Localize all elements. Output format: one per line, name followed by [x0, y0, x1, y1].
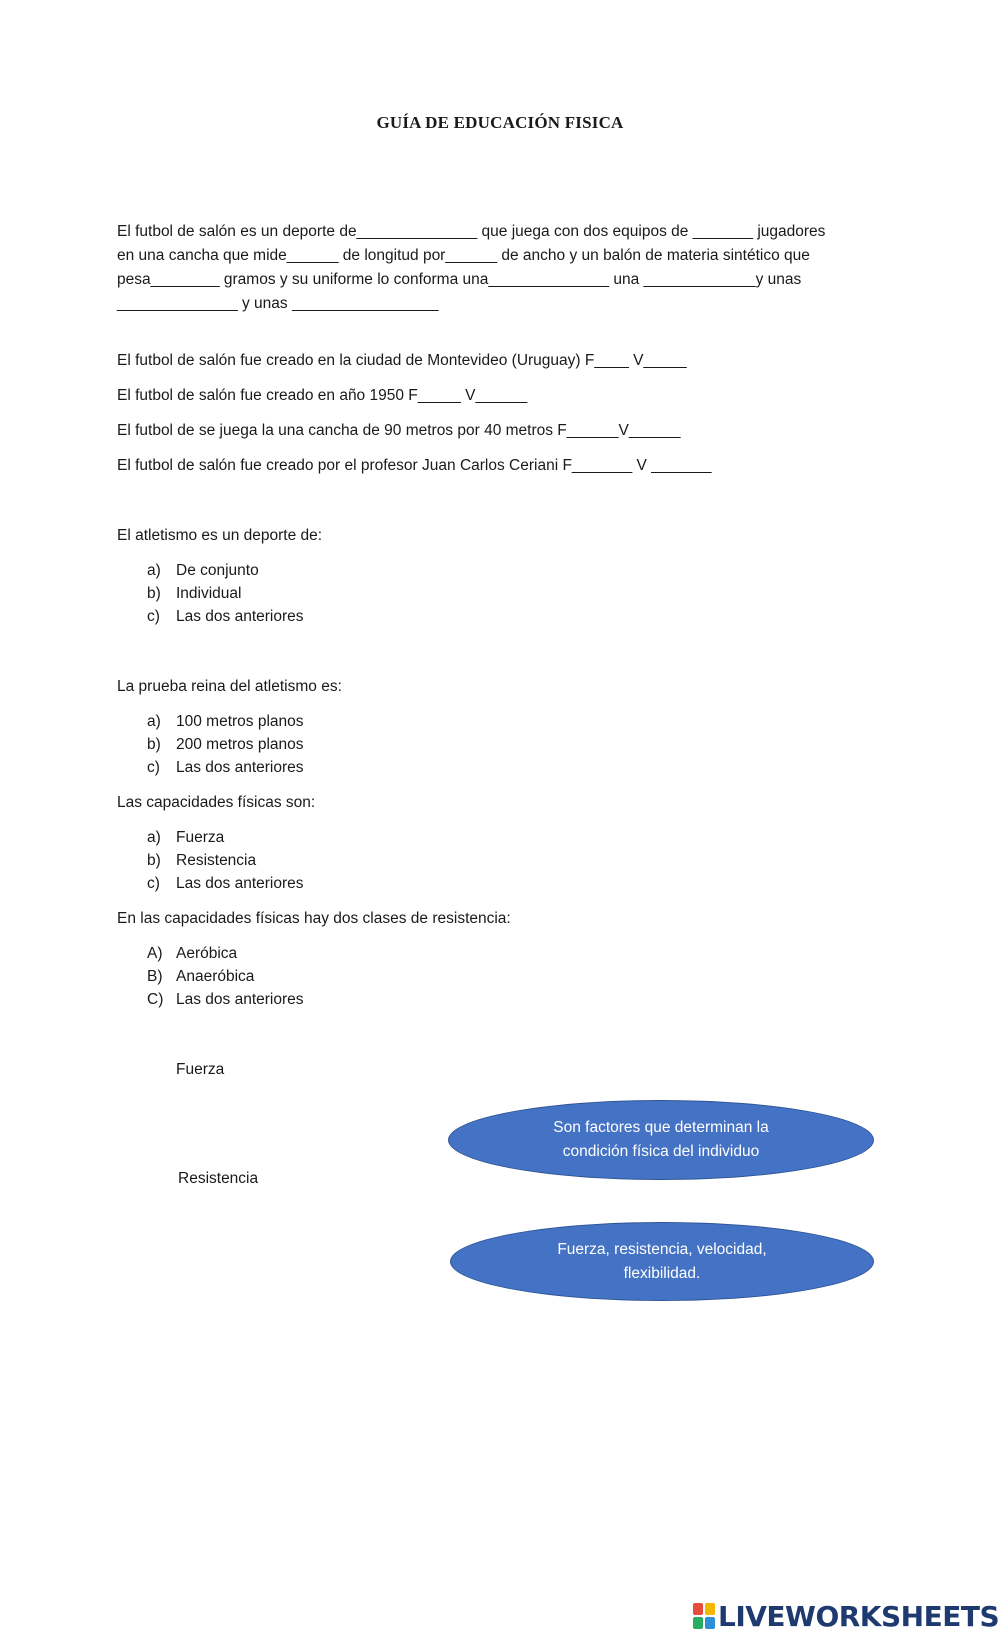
answer-option [147, 759, 304, 777]
page-title: GUÍA DE EDUCACIÓN FISICA [376, 113, 624, 132]
intro-line: pesa________ gramos y su uniforme lo conforma una______________ una _____________y unas [117, 271, 802, 288]
option-letter: A) [147, 945, 163, 962]
option-text: 100 metros planos [176, 713, 304, 730]
question-text: Las capacidades físicas son: [117, 794, 316, 811]
logo-square [693, 1617, 703, 1629]
true-false-statement: El futbol de salón fue creado por el profesor Juan Carlos Ceriani F_______ V _______ [117, 457, 712, 474]
intro-paragraph [117, 220, 867, 316]
true-false-statement: El futbol de salón fue creado en año 1950 F_____ V______ [117, 387, 528, 404]
question-text: La prueba reina del atletismo es: [117, 678, 342, 695]
answer-option [147, 736, 304, 754]
option-letter: a) [147, 713, 161, 730]
option-letter: a) [147, 562, 161, 579]
answer-option [147, 852, 256, 870]
option-letter: c) [147, 608, 160, 625]
intro-line: El futbol de salón es un deporte de______________ que juega con dos equipos de _______ jugadores [117, 223, 826, 240]
answer-option [147, 991, 304, 1009]
answer-option [147, 875, 304, 893]
option-letter: c) [147, 875, 160, 892]
option-text: Las dos anteriores [176, 875, 304, 892]
liveworksheets-logo [693, 1600, 999, 1632]
answer-option [147, 608, 304, 626]
answer-option [147, 562, 259, 580]
answer-option [147, 968, 254, 986]
true-false-statement: El futbol de se juega la una cancha de 90 metros por 40 metros F______V______ [117, 422, 681, 439]
logo-square [705, 1603, 715, 1615]
option-letter: a) [147, 829, 161, 846]
logo-text: LIVEWORKSHEETS [718, 1599, 1000, 1633]
answer-option [147, 713, 304, 731]
option-text: Individual [176, 585, 242, 602]
matching-term-fuerza[interactable]: Fuerza [176, 1061, 225, 1078]
intro-line: ______________ y unas _________________ [117, 295, 439, 312]
option-text: Las dos anteriores [176, 608, 304, 625]
question-text: En las capacidades físicas hay dos clases de resistencia: [117, 910, 511, 927]
option-text: Aeróbica [176, 945, 238, 962]
liveworksheets-logo-icon [693, 1603, 715, 1629]
option-text: Las dos anteriores [176, 991, 304, 1008]
matching-definition-ellipse[interactable]: Fuerza, resistencia, velocidad, flexibilidad. [450, 1222, 874, 1301]
true-false-statement: El futbol de salón fue creado en la ciudad de Montevideo (Uruguay) F____ V_____ [117, 352, 687, 369]
option-letter: B) [147, 968, 163, 985]
logo-square [705, 1617, 715, 1629]
matching-term-resistencia[interactable]: Resistencia [178, 1170, 259, 1187]
matching-definition-ellipse[interactable]: Son factores que determinan la condición física del individuo [448, 1100, 874, 1180]
answer-option [147, 945, 237, 963]
option-letter: b) [147, 585, 161, 602]
option-text: Anaeróbica [176, 968, 255, 985]
answer-option [147, 829, 224, 847]
option-text: 200 metros planos [176, 736, 304, 753]
option-letter: b) [147, 852, 161, 869]
intro-line: en una cancha que mide______ de longitud por______ de ancho y un balón de materia sintético que [117, 247, 810, 264]
logo-square [693, 1603, 703, 1615]
option-letter: c) [147, 759, 160, 776]
option-text: Fuerza [176, 829, 225, 846]
option-letter: b) [147, 736, 161, 753]
option-letter: C) [147, 991, 164, 1008]
option-text: Resistencia [176, 852, 257, 869]
option-text: Las dos anteriores [176, 759, 304, 776]
answer-option [147, 585, 242, 603]
option-text: De conjunto [176, 562, 259, 579]
question-text: El atletismo es un deporte de: [117, 527, 323, 544]
